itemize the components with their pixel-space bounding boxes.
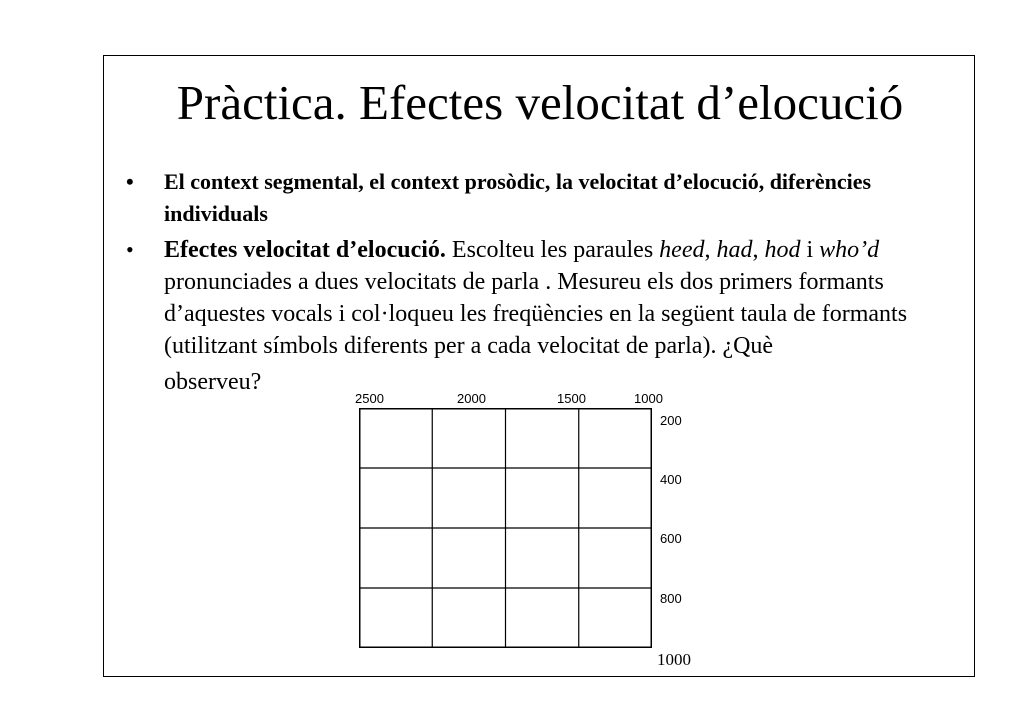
bullet-text <box>164 234 964 398</box>
bullet-marker: • <box>126 169 134 194</box>
y-tick-label: 200 <box>660 413 682 428</box>
x-tick-label: 2500 <box>355 391 384 406</box>
separator: , <box>704 237 717 263</box>
separator: , <box>752 237 765 263</box>
x-tick-label: 2000 <box>457 391 486 406</box>
bullet-marker: • <box>126 237 134 262</box>
bullet-observeu: observeu? <box>164 369 262 395</box>
bullet-text: El context segmental, el context prosòdic, la velocitat d’elocució, diferències individuals <box>164 169 872 226</box>
word-hod: hod <box>764 237 801 263</box>
separator: i <box>800 237 820 263</box>
y-tick-label: 600 <box>660 531 682 546</box>
slide-title: Pràctica. Efectes velocitat d’elocució <box>176 75 904 130</box>
x-tick-label: 1500 <box>557 391 586 406</box>
y-tick-label: 1000 <box>657 650 691 669</box>
word-had: had <box>716 237 753 263</box>
y-tick-label: 800 <box>660 591 682 606</box>
word-whod: who’d <box>819 237 880 263</box>
formant-grid-lines <box>359 408 652 648</box>
formant-grid <box>359 408 652 648</box>
word-heed: heed <box>659 237 705 263</box>
bullet-part: pronunciades a dues velocitats de parla . Mesureu els dos primers formants d’aquestes vocals i col·loqueu les freqüències en la següent taula de formants (utilitzant símbols diferents per a cada velocitat de parla). ¿Què <box>164 269 908 359</box>
x-tick-label: 1000 <box>634 391 663 406</box>
bullet-lead: Efectes velocitat d’elocució. <box>164 237 446 263</box>
y-tick-label: 400 <box>660 472 682 487</box>
bullet-part: Escolteu les paraules <box>445 237 660 263</box>
